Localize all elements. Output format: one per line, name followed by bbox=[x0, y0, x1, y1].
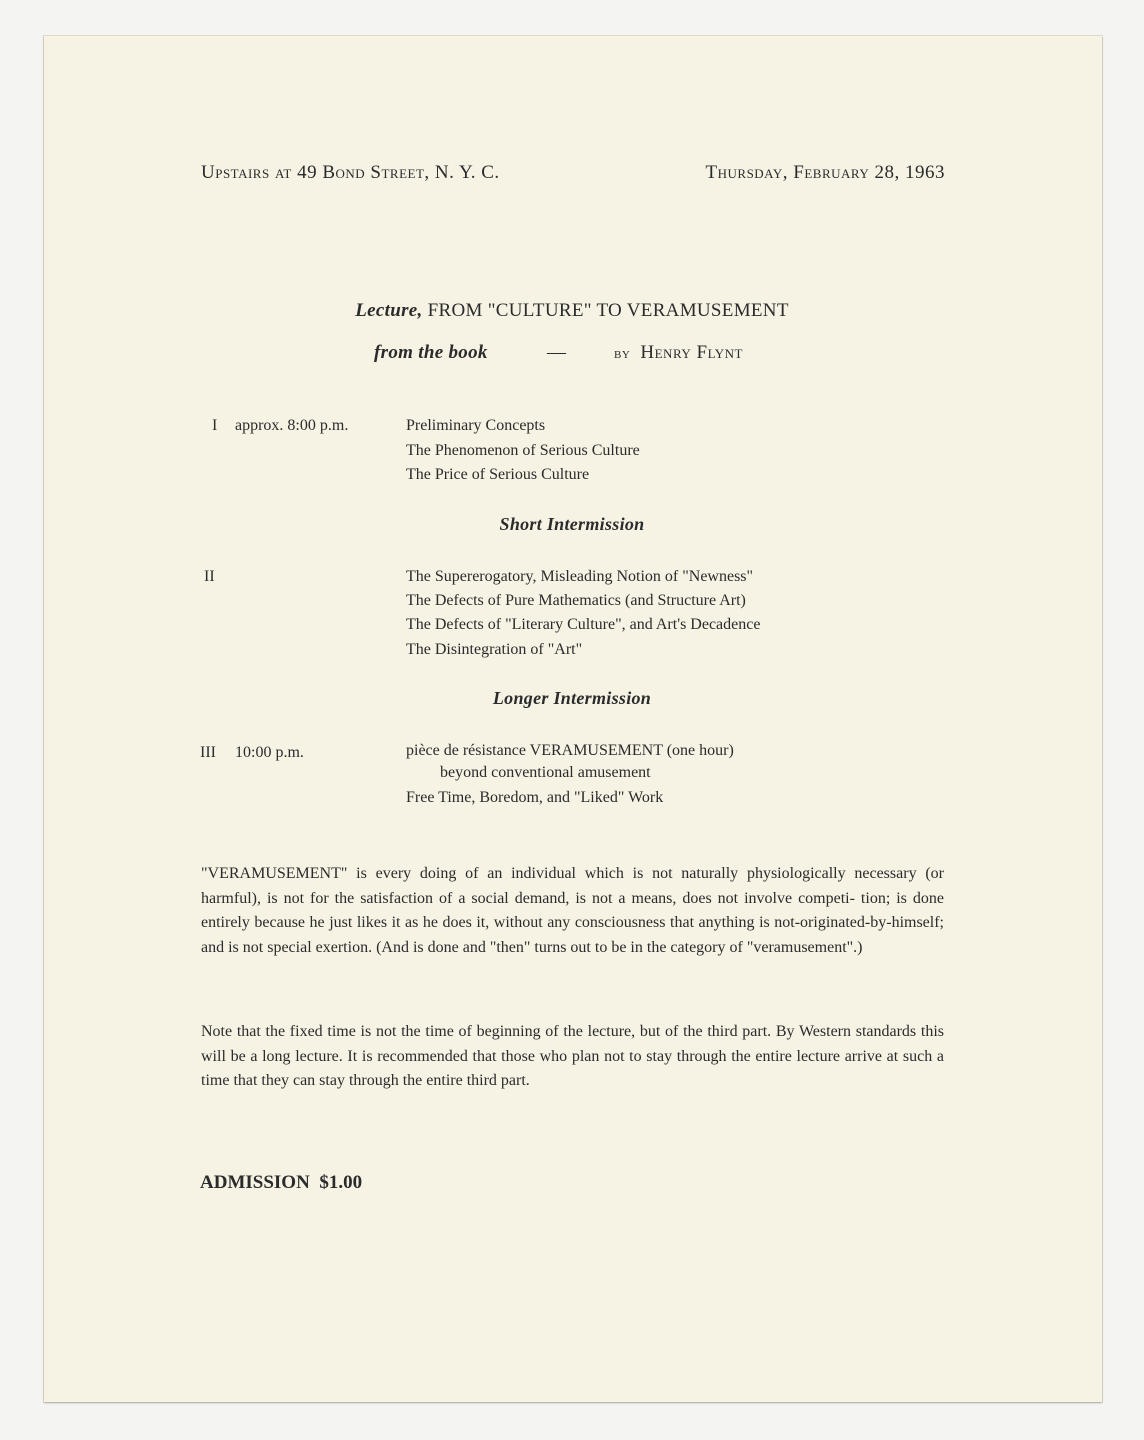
section-item: pièce de résistance VERAMUSEMENT (one hour) bbox=[406, 742, 734, 759]
definition-paragraph: "VERAMUSEMENT" is every doing of an individual which is not naturally physiologically necessary (or harmful), is not for the satisfaction of a social demand, is not a means, does not involve competi- tion; is done entirely because he just likes it as he does it, without any consciousness that anything is not-originated-by-himself; and is not special exertion. (And is done and "then" turns out to be in the category of "veramusement".) bbox=[201, 865, 944, 956]
section-item: beyond conventional amusement bbox=[440, 764, 651, 781]
from-the-book: from the book bbox=[374, 342, 488, 363]
section-item: The Phenomenon of Serious Culture bbox=[406, 442, 640, 459]
section-numeral: III bbox=[200, 744, 216, 761]
section-numeral: II bbox=[204, 568, 215, 585]
section-item: Preliminary Concepts bbox=[406, 417, 546, 434]
byline bbox=[614, 342, 743, 364]
by-word: by bbox=[614, 345, 631, 362]
venue-line: Upstairs at 49 Bond Street, N. Y. C. bbox=[201, 162, 500, 183]
admission-line bbox=[200, 1172, 362, 1194]
section-item: The Supererogatory, Misleading Notion of "Newness" bbox=[406, 568, 754, 585]
note-paragraph: Note that the fixed time is not the time of beginning of the lecture, but of the third part. By Western standards this will be a long lecture. It is recommended that those who plan not to stay through the entire lecture arrive at such a time that they can stay through the entire third part. bbox=[201, 1023, 944, 1089]
author-name: Henry Flynt bbox=[640, 342, 743, 363]
lecture-title-text: FROM "CULTURE" TO VERAMUSEMENT bbox=[427, 300, 789, 321]
section-item: The Price of Serious Culture bbox=[406, 466, 590, 483]
section-time: approx. 8:00 p.m. bbox=[235, 417, 349, 434]
lecture-title bbox=[0, 300, 1144, 322]
section-item: The Defects of Pure Mathematics (and Structure Art) bbox=[406, 592, 746, 609]
short-intermission: Short Intermission bbox=[499, 514, 645, 534]
title-dash: — bbox=[547, 342, 567, 363]
section-time: 10:00 p.m. bbox=[235, 744, 304, 761]
section-item: The Disintegration of "Art" bbox=[406, 641, 583, 658]
flyer-sheet bbox=[44, 36, 1102, 1402]
admission-label: ADMISSION bbox=[200, 1172, 310, 1193]
admission-price: $1.00 bbox=[319, 1172, 363, 1193]
section-item: The Defects of "Literary Culture", and Art's Decadence bbox=[406, 616, 761, 633]
section-item: Free Time, Boredom, and "Liked" Work bbox=[406, 789, 664, 806]
lecture-prefix: Lecture, bbox=[355, 300, 423, 321]
date-line: Thursday, February 28, 1963 bbox=[705, 162, 945, 183]
section-numeral: I bbox=[212, 417, 218, 434]
longer-intermission: Longer Intermission bbox=[492, 688, 652, 708]
